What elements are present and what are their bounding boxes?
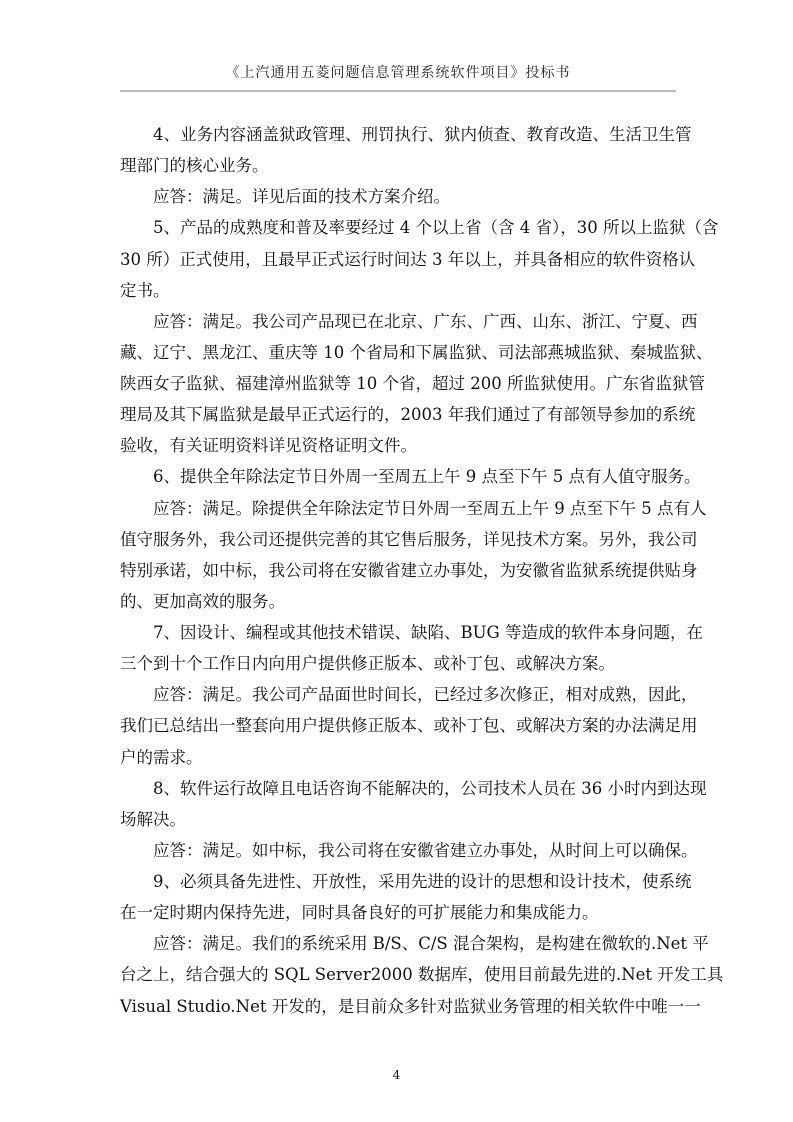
paragraph [120,866,692,928]
paragraph [120,617,703,679]
paragraph-line: 应答：满足。我公司产品现已在北京、广东、广西、山东、浙江、宁夏、西 [153,311,698,331]
paragraph-line: 应答：满足。详见后面的技术方案介绍。 [153,187,450,207]
paragraph-line: 场解决。 [120,809,186,829]
paragraph-line: Visual Studio.Net 开发的，是目前众多针对监狱业务管理的相关软件中唯一一 [120,996,701,1016]
paragraph-line: 应答：满足。我公司产品面世时间长，已经过多次修正，相对成熟，因此， [153,685,698,705]
paragraph-line: 特别承诺，如中标，我公司将在安徽省建立办事处，为安徽省监狱系统提供贴身 [120,560,698,580]
paragraph [120,493,707,618]
paragraph-line: 定书。 [120,280,170,300]
paragraph [120,461,701,492]
paragraph [120,212,719,305]
paragraph-line: 我们已总结出一整套向用户提供修正版本、或补丁包、或解决方案的办法满足用 [120,716,698,736]
paragraph [120,306,713,462]
paragraph-line: 理部门的核心业务。 [120,156,269,176]
paragraph-line: 8、软件运行故障且电话咨询不能解决的，公司技术人员在 36 小时内到达现 [153,778,707,798]
paragraph-line: 三个到十个工作日内向用户提供修正版本、或补丁包、或解决方案。 [120,654,615,674]
page-number: 4 [392,1068,401,1082]
paragraph-line: 验收，有关证明资料详见资格证明文件。 [120,436,417,456]
paragraph [120,773,707,835]
paragraph-line: 5、产品的成熟度和普及率要经过 4 个以上省（含 4 省），30 所以上监狱（含 [153,218,719,238]
paragraph [120,835,698,866]
paragraph-line: 陕西女子监狱、福建漳州监狱等 10 个省，超过 200 所监狱使用。广东省监狱管 [120,374,705,393]
document-body [120,119,724,1022]
paragraph [120,928,724,1021]
header-divider [120,90,676,92]
paragraph-line: 应答：满足。如中标，我公司将在安徽省建立办事处，从时间上可以确保。 [153,840,698,860]
paragraph-line: 户的需求。 [120,747,203,767]
paragraph-line: 30 所）正式使用，且最早正式运行时间达 3 年以上，并具备相应的软件资格认 [120,249,696,269]
paragraph-line: 6、提供全年除法定节日外周一至周五上午 9 点至下午 5 点有人值守服务。 [153,467,701,487]
document-header: 《上汽通用五菱问题信息管理系统软件项目》投标书 [225,65,571,81]
paragraph-line: 9、必须具备先进性、开放性，采用先进的设计的思想和设计技术，使系统 [153,872,692,891]
paragraph-line: 应答：满足。除提供全年除法定节日外周一至周五上午 9 点至下午 5 点有人 [153,498,707,518]
paragraph [120,679,698,772]
paragraph-line: 4、业务内容涵盖狱政管理、刑罚执行、狱内侦查、教育改造、生活卫生管 [153,125,692,144]
paragraph-line: 的、更加高效的服务。 [120,591,285,611]
paragraph-line: 台之上，结合强大的 SQL Server2000 数据库，使用目前最先进的.Net 开发工具 [120,965,724,985]
paragraph-line: 值守服务外，我公司还提供完善的其它售后服务，详见技术方案。另外，我公司 [120,529,698,549]
paragraph-line: 在一定时期内保持先进，同时具备良好的可扩展能力和集成能力。 [120,903,599,923]
paragraph [120,119,692,181]
paragraph [120,181,678,212]
paragraph-line: 藏、辽宁、黑龙江、重庆等 10 个省局和下属监狱、司法部燕城监狱、秦城监狱、 [120,342,713,362]
paragraph-line: 7、因设计、编程或其他技术错误、缺陷、BUG 等造成的软件本身问题，在 [153,623,703,642]
paragraph-line: 理局及其下属监狱是最早正式运行的，2003 年我们通过了有部领导参加的系统 [120,405,696,425]
paragraph-line: 应答：满足。我们的系统采用 B/S、C/S 混合架构，是构建在微软的.Net 平 [153,934,709,954]
